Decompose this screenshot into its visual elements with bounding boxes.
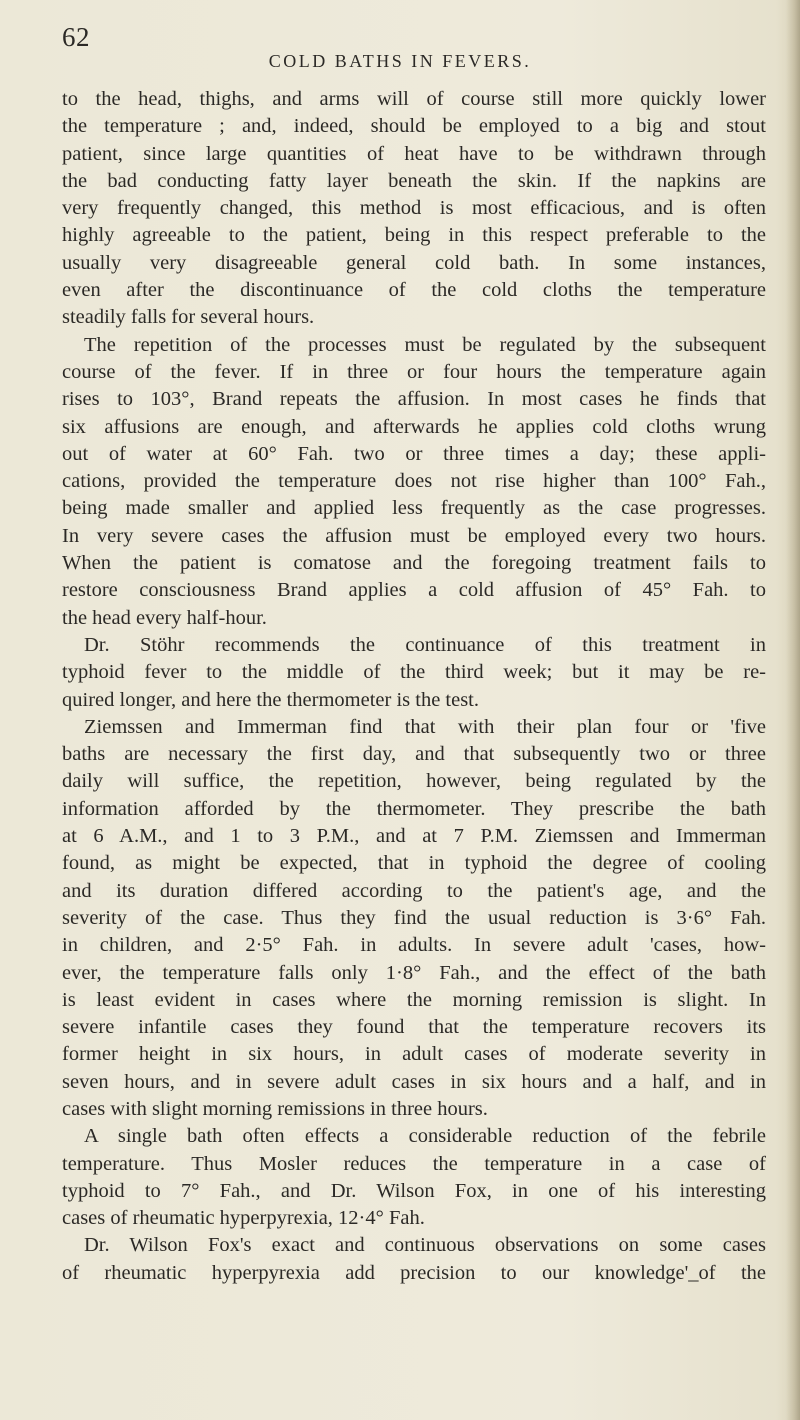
text-line: information afforded by the thermometer. They prescribe the bath: [62, 797, 766, 820]
paragraph: [62, 1123, 766, 1232]
text-line: temperature. Thus Mosler reduces the temperature in a case of: [62, 1152, 766, 1175]
text-line: When the patient is comatose and the foregoing treatment fails to: [62, 552, 766, 575]
body-text: [62, 86, 766, 1287]
paragraph: [62, 332, 766, 632]
text-line: rises to 103°, Brand repeats the affusion. In most cases he finds that: [62, 388, 766, 411]
text-line: even after the discontinuance of the cold cloths the temperature: [62, 279, 766, 302]
text-line: highly agreeable to the patient, being in this respect preferable to the: [62, 224, 766, 247]
text-line: severity of the case. Thus they find the usual reduction is 3·6° Fah.: [62, 906, 766, 929]
text-line: the temperature ; and, indeed, should be employed to a big and stout: [62, 115, 766, 138]
page-number: 62: [62, 22, 90, 52]
text-line: severe infantile cases they found that the temperature recovers its: [62, 1016, 766, 1039]
text-line: of rheumatic hyperpyrexia add precision to our knowledge'_of the: [62, 1261, 766, 1284]
text-line: in children, and 2·5° Fah. in adults. In severe adult 'cases, how-: [62, 934, 766, 957]
text-line: at 6 A.M., and 1 to 3 P.M., and at 7 P.M. Ziemssen and Immerman: [62, 825, 766, 848]
text-line: former height in six hours, in adult cases of moderate severity in: [62, 1043, 766, 1066]
text-line: quired longer, and here the thermometer is the test.: [62, 688, 480, 711]
text-line: and its duration differed according to the patient's age, and the: [62, 879, 766, 902]
text-line: The repetition of the processes must be regulated by the subsequent: [84, 333, 766, 356]
paragraph: [62, 714, 766, 1123]
text-line: course of the fever. If in three or four hours the temperature again: [62, 360, 766, 383]
text-line: cases with slight morning remissions in three hours.: [62, 1097, 488, 1120]
text-line: the head every half-hour.: [62, 606, 267, 629]
text-line: ever, the temperature falls only 1·8° Fah., and the effect of the bath: [62, 961, 766, 984]
text-line: baths are necessary the first day, and that subsequently two or three: [62, 743, 766, 766]
text-line: very frequently changed, this method is most efficacious, and is often: [62, 197, 766, 220]
text-line: the bad conducting fatty layer beneath the skin. If the napkins are: [62, 169, 766, 192]
text-line: is least evident in cases where the morning remission is slight. In: [62, 988, 766, 1011]
running-head: COLD BATHS IN FEVERS.: [268, 51, 532, 71]
text-line: seven hours, and in severe adult cases in six hours and a half, and in: [62, 1070, 766, 1093]
text-line: found, as might be expected, that in typhoid the degree of cooling: [62, 852, 766, 875]
paragraph: [62, 1232, 766, 1287]
paragraph: [62, 86, 766, 332]
text-line: Ziemssen and Immerman find that with their plan four or 'five: [84, 715, 766, 738]
text-line: out of water at 60° Fah. two or three times a day; these appli-: [62, 442, 766, 465]
text-line: daily will suffice, the repetition, however, being regulated by the: [62, 770, 766, 793]
text-line: In very severe cases the affusion must be employed every two hours.: [62, 524, 766, 547]
text-line: to the head, thighs, and arms will of course still more quickly lower: [62, 88, 766, 110]
text-line: Dr. Stöhr recommends the continuance of this treatment in: [84, 633, 766, 656]
paragraph: [62, 632, 766, 714]
text-line: typhoid fever to the middle of the third week; but it may be re-: [62, 661, 766, 684]
text-line: restore consciousness Brand applies a cold affusion of 45° Fah. to: [62, 579, 766, 602]
page-edge-shadow: [786, 0, 800, 1420]
text-line: six affusions are enough, and afterwards he applies cold cloths wrung: [62, 415, 766, 438]
text-line: typhoid to 7° Fah., and Dr. Wilson Fox, in one of his interesting: [62, 1179, 766, 1202]
text-line: cations, provided the temperature does not rise higher than 100° Fah.,: [62, 470, 766, 493]
text-line: cases of rheumatic hyperpyrexia, 12·4° Fah.: [62, 1207, 425, 1230]
text-line: patient, since large quantities of heat have to be withdrawn through: [62, 142, 766, 165]
text-line: usually very disagreeable general cold bath. In some instances,: [62, 251, 766, 274]
text-line: steadily falls for several hours.: [62, 306, 315, 329]
text-line: being made smaller and applied less frequently as the case progresses.: [62, 497, 766, 520]
text-line: A single bath often effects a considerable reduction of the febrile: [84, 1125, 766, 1148]
text-line: Dr. Wilson Fox's exact and continuous observations on some cases: [84, 1234, 766, 1257]
